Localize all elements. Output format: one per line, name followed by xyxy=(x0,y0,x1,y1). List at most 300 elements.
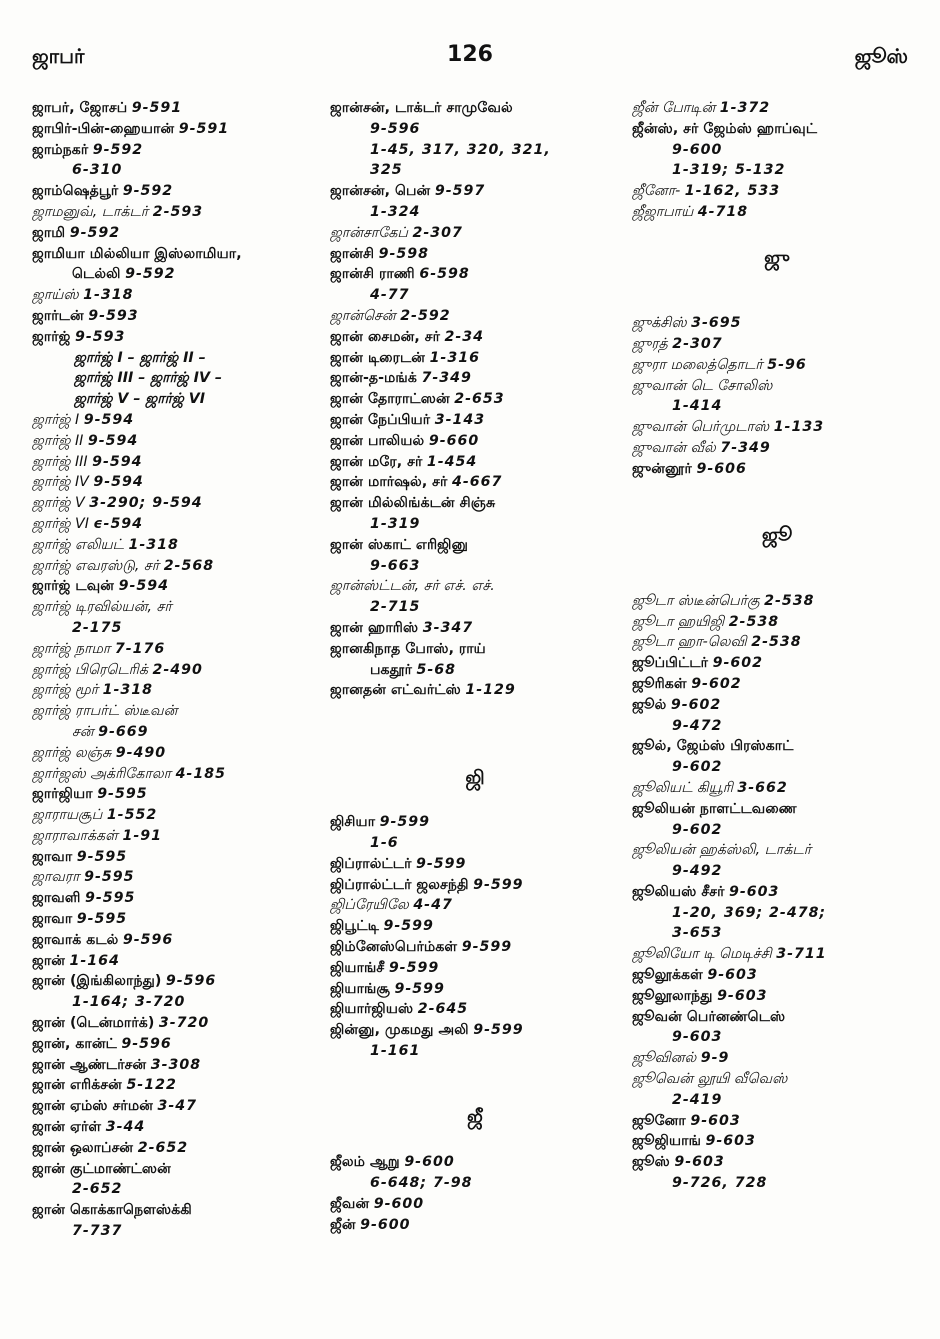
entry-reference: 1-164 xyxy=(69,952,120,969)
index-entry xyxy=(32,888,322,909)
entry-term: ஜார்ஜ் VI xyxy=(32,515,89,532)
index-entry xyxy=(330,639,620,660)
entry-reference: 9-594 xyxy=(92,453,143,470)
entry-reference: 9-595 xyxy=(76,911,128,928)
entry-term: ஜான் xyxy=(32,952,66,969)
index-entry xyxy=(632,674,922,695)
index-entry xyxy=(330,431,620,452)
entry-term: ஜுவான் டெ சோலிஸ் xyxy=(632,377,773,394)
index-entry xyxy=(32,389,322,410)
index-entry xyxy=(330,348,620,369)
entry-reference: 1-318 xyxy=(83,287,134,304)
index-entry-continuation xyxy=(330,833,620,854)
entry-term: ஜூலியட் கியூரி xyxy=(632,779,733,796)
entry-reference: 3-143 xyxy=(434,411,486,428)
entry-term: ஜார்ஜ் மூர் xyxy=(32,682,99,699)
index-entry xyxy=(330,958,620,979)
entry-term: ஜாவாக் கடல் xyxy=(32,931,119,948)
entry-term: ஜூவினல் xyxy=(632,1050,697,1067)
index-entry xyxy=(32,1034,322,1055)
entry-term: ஜான்சன், பென் xyxy=(330,183,431,200)
index-entry xyxy=(32,1096,322,1117)
index-entry xyxy=(632,98,922,119)
index-entry xyxy=(32,368,322,389)
entry-reference: 9-592 xyxy=(125,266,176,283)
section-gap xyxy=(330,1062,620,1104)
entry-reference: 3-695 xyxy=(691,315,742,332)
section-heading: ஜீ xyxy=(467,1106,483,1129)
entry-reference: 9-599 xyxy=(461,939,513,956)
entry-reference: 3-308 xyxy=(150,1056,202,1073)
entry-term: ஜீன்ஸ், சர் ஜேம்ஸ் ஹாப்வுட் xyxy=(632,120,818,137)
entry-term: ஜுக்சிஸ் xyxy=(632,315,687,332)
index-entry xyxy=(330,937,620,958)
index-entry xyxy=(632,459,922,480)
index-column-1 xyxy=(32,98,322,1242)
entry-reference: 1-318 xyxy=(102,682,154,699)
index-entry xyxy=(32,472,322,493)
entry-term: ஜுரத் xyxy=(632,335,668,352)
entry-reference: ϵ-594 xyxy=(93,515,144,532)
entry-reference: 3-720 xyxy=(158,1015,210,1032)
index-entry xyxy=(32,306,322,327)
index-entry xyxy=(32,1200,322,1221)
entry-reference: 2-34 xyxy=(444,328,485,345)
entry-term: ஜார்ஜ் ராபர்ட் ஸ்டீவன் xyxy=(32,703,178,720)
entry-reference: 9-593 xyxy=(88,307,139,324)
entry-reference: 1-372 xyxy=(719,100,771,116)
entry-term: ஜான் பாலியல் xyxy=(330,432,425,449)
entry-reference: 9-603 xyxy=(729,883,780,900)
entry-reference: 9-596 xyxy=(122,931,174,948)
entry-term: ஜாவளி xyxy=(32,890,81,907)
entry-term: ஜான் சைமன், சர் xyxy=(330,328,440,345)
entry-reference: 6-310 xyxy=(72,162,123,179)
index-entry xyxy=(32,452,322,473)
entry-reference: 7-737 xyxy=(72,1223,123,1240)
entry-term: ஜான் (டென்மார்க்) xyxy=(32,1015,155,1032)
index-entry xyxy=(32,743,322,764)
index-entry xyxy=(632,612,922,633)
entry-term: ஜாம்நகர் xyxy=(32,141,89,158)
entry-term: ஜான் குட்மாண்ட்ஸன் xyxy=(32,1160,171,1177)
entry-reference: 2-652 xyxy=(137,1139,189,1156)
index-entry xyxy=(32,826,322,847)
entry-reference: 4-718 xyxy=(697,203,749,220)
index-entry xyxy=(330,327,620,348)
entry-term: ஜார்ஜ் லஞ்சு xyxy=(32,744,112,761)
entry-term: ஜான்-த-மங்க் xyxy=(330,370,417,387)
entry-term: ஜிபூட்டி xyxy=(330,918,380,935)
entry-reference: 9-603 xyxy=(705,1133,756,1150)
index-entry xyxy=(32,1117,322,1138)
entry-reference: 1-324 xyxy=(370,203,421,220)
entry-reference: 9-603 xyxy=(707,967,758,984)
entry-reference: 1-454 xyxy=(426,453,478,470)
entry-reference: 9-593 xyxy=(75,328,126,345)
entry-reference: 3-662 xyxy=(737,779,788,796)
entry-reference: 9-591 xyxy=(178,120,230,137)
index-entry xyxy=(32,576,322,597)
entry-term: ஜான்சென் xyxy=(330,307,396,324)
index-entry xyxy=(330,452,620,473)
entry-term: ஜான்சாகேப் xyxy=(330,224,408,241)
entry-term: ஜூடா ஹயிஜி xyxy=(632,613,725,630)
index-entry xyxy=(330,895,620,916)
index-entry xyxy=(32,327,322,348)
entry-term: ஜூடா ஸ்டீன்பெர்கு xyxy=(632,592,760,609)
index-entry xyxy=(32,764,322,785)
entry-term: ஜூலியோ டி மெடிச்சி xyxy=(632,946,772,963)
entry-term: ஜியாங்சீ xyxy=(330,959,385,976)
entry-reference: 1-133 xyxy=(773,419,825,436)
header-right-guide-word: ஜூஸ் xyxy=(854,44,908,68)
entry-reference: 9-596 xyxy=(370,120,421,137)
entry-reference: 2-538 xyxy=(764,592,815,609)
entry-term: பகதூர் xyxy=(370,661,412,678)
index-entry xyxy=(330,264,620,285)
entry-term: ஜுன்னூர் xyxy=(632,460,692,477)
entry-reference: 2-593 xyxy=(152,203,204,220)
entry-reference: 2-645 xyxy=(417,1001,469,1018)
section-gap xyxy=(330,792,620,813)
entry-reference: 9-599 xyxy=(388,959,440,976)
entry-reference: 5-96 xyxy=(767,356,807,373)
entry-term: ஜான்ஸ்ட்டன், சர் எச். எச். xyxy=(330,578,495,595)
entry-reference: 2-538 xyxy=(728,613,780,630)
entry-reference: 5-122 xyxy=(126,1077,177,1094)
index-entry xyxy=(632,438,922,459)
index-entry-continuation xyxy=(32,722,322,743)
entry-reference: 9-602 xyxy=(691,675,742,692)
index-entry xyxy=(32,639,322,660)
index-entry-continuation xyxy=(632,1090,922,1111)
entry-term: ஜான் ஏம்ஸ் சர்மன் xyxy=(32,1098,154,1115)
index-entry xyxy=(330,410,620,431)
entry-reference: 9-595 xyxy=(84,869,135,886)
entry-term: ஜார்ஜஸ் அக்ரிகோலா xyxy=(32,765,172,782)
index-entry xyxy=(330,1152,620,1173)
index-entry xyxy=(632,1111,922,1132)
entry-term: ஜான்சன், டாக்டர் சாமுவேல் xyxy=(330,100,513,116)
index-entry xyxy=(330,875,620,896)
entry-reference: 1-316 xyxy=(429,349,480,366)
entry-reference: 9-596 xyxy=(165,973,217,990)
entry-term: ஜான்சி xyxy=(330,245,375,262)
index-entry xyxy=(330,854,620,875)
entry-reference: 9-598 xyxy=(378,245,430,262)
index-entry xyxy=(632,736,922,757)
entry-term: ஜூலியன் நாளட்டவணை xyxy=(632,800,797,817)
index-entry xyxy=(330,1194,620,1215)
entry-term: ஜார்ஜ் எவரஸ்டு, சர் xyxy=(32,557,160,574)
entry-reference: 9-660 xyxy=(428,432,480,449)
entry-term: ஜான் ஏர்ள் xyxy=(32,1119,102,1136)
entry-term: ஜார்ஜ் டவுன் xyxy=(32,578,115,595)
entry-reference: 9-591 xyxy=(131,100,183,116)
entry-reference: 2-175 xyxy=(72,619,123,636)
entry-term: ஜாம்ஷெத்பூர் xyxy=(32,183,119,200)
index-entry xyxy=(330,535,620,556)
index-entry-continuation xyxy=(330,202,620,223)
index-entry xyxy=(32,784,322,805)
section-gap xyxy=(330,1131,620,1152)
index-entry xyxy=(32,660,322,681)
index-entry xyxy=(330,389,620,410)
index-entry-continuation xyxy=(32,264,322,285)
page-number: 126 xyxy=(447,42,493,67)
entry-term: ஜூல், ஜேம்ஸ் பிரஸ்காட் xyxy=(632,738,794,755)
entry-reference: 9-599 xyxy=(394,980,445,997)
index-entry xyxy=(632,944,922,965)
entry-reference: 9-599 xyxy=(473,876,524,893)
entry-reference: 1-319 xyxy=(370,515,421,532)
section-gap xyxy=(632,223,922,244)
entry-term: ஜாபர், ஜோசப் xyxy=(32,100,128,116)
index-entry xyxy=(32,930,322,951)
index-entry xyxy=(632,334,922,355)
entry-term: ஜான் ஒலாப்சன் xyxy=(32,1139,134,1156)
entry-term: ஜான் எரிக்சன் xyxy=(32,1077,122,1094)
entry-term: ஜான் நேப்பியர் xyxy=(330,411,431,428)
entry-term: ஜூஜியாங் xyxy=(632,1133,702,1150)
entry-term: ஜான் கொக்காநெளஸ்க்கி xyxy=(32,1202,192,1219)
index-entry xyxy=(632,376,922,397)
entry-term: ஜாய்ஸ் xyxy=(32,287,79,304)
entry-reference: 2-568 xyxy=(163,557,215,574)
entry-reference: 4-47 xyxy=(413,897,453,914)
entry-reference: 9-592 xyxy=(122,183,174,200)
index-entry-continuation xyxy=(330,1041,620,1062)
index-entry xyxy=(32,98,322,119)
index-entry xyxy=(632,799,922,820)
index-entry-continuation xyxy=(632,1027,922,1048)
entry-reference: 9-594 xyxy=(118,578,169,595)
entry-reference: 9-595 xyxy=(97,786,148,803)
entry-term: ஜூப்பிட்டர் xyxy=(632,655,709,672)
header-left-guide-word: ஜாபர் xyxy=(32,44,85,68)
entry-reference: 9-594 xyxy=(87,432,139,449)
entry-reference: 1-91 xyxy=(122,827,162,844)
index-column-3 xyxy=(632,98,922,1194)
entry-term: ஜான் ஹாரிஸ் xyxy=(330,619,419,636)
index-entry xyxy=(632,181,922,202)
entry-reference: 1-319; 5-132 xyxy=(672,162,786,179)
index-entry-continuation xyxy=(32,160,322,181)
entry-term: ஜான்சி ராணி xyxy=(330,266,415,283)
index-entry xyxy=(32,244,322,265)
entry-reference: 9-603 xyxy=(717,987,768,1004)
entry-reference: 2-653 xyxy=(454,391,505,408)
entry-term: ஜாமனுவ், டாக்டர் xyxy=(32,203,149,220)
index-entry xyxy=(32,867,322,888)
entry-reference: 9-600 xyxy=(373,1195,425,1212)
index-entry xyxy=(32,1138,322,1159)
entry-reference: 1-20, 369; 2-478; xyxy=(672,904,827,921)
entry-term: ஜார்ஜ் டிரவில்யன், சர் xyxy=(32,599,172,616)
entry-term: ஜிசியா xyxy=(330,814,376,831)
entry-reference: 9-594 xyxy=(93,474,144,491)
index-entry xyxy=(330,98,620,119)
index-entry xyxy=(32,847,322,868)
index-column-2 xyxy=(330,98,620,1235)
entry-reference: 3-47 xyxy=(157,1098,198,1115)
index-entry xyxy=(32,181,322,202)
entry-reference: 4-185 xyxy=(175,765,226,782)
index-entry xyxy=(330,618,620,639)
entry-reference: 1-45, 317, 320, 321, xyxy=(370,141,551,158)
index-entry xyxy=(632,840,922,861)
entry-term: ஜான், கான்ட் xyxy=(32,1035,117,1052)
entry-reference: 3-290; 9-594 xyxy=(89,495,203,512)
index-entry xyxy=(330,576,620,597)
section-heading: ஜு xyxy=(764,246,790,269)
entry-reference: 1-318 xyxy=(128,536,179,553)
index-entry xyxy=(632,1131,922,1152)
entry-reference: 9-600 xyxy=(404,1154,455,1171)
index-entry xyxy=(32,140,322,161)
index-entry-continuation xyxy=(632,140,922,161)
index-entry xyxy=(32,410,322,431)
index-entry xyxy=(632,632,922,653)
entry-term: ஜின்னு, முகமது அலி xyxy=(330,1022,469,1039)
entry-term: ஜார்ஜ் I xyxy=(32,411,80,428)
entry-term: ஜாவா xyxy=(32,911,73,928)
entry-reference: 2-490 xyxy=(152,661,203,678)
index-entry xyxy=(632,965,922,986)
entry-term: ஜுவான் வீல் xyxy=(632,439,716,456)
entry-term: ஜாராவாக்கள் xyxy=(32,827,118,844)
index-entry xyxy=(632,119,922,140)
entry-term: ஜிம்னேஸ்பெர்ம்கள் xyxy=(330,939,458,956)
entry-reference: 9-597 xyxy=(434,183,486,200)
entry-reference: 9-596 xyxy=(121,1035,172,1052)
entry-term: ஜான் மார்ஷல், சர் xyxy=(330,474,448,491)
entry-term: ஜான் ஆண்டர்சன் xyxy=(32,1056,147,1073)
entry-term: ஜியாங்சூ xyxy=(330,980,391,997)
entry-term: ஜீன் போடின் xyxy=(632,100,716,116)
entry-term: ஜாபிர்-பின்-ஹையான் xyxy=(32,120,175,137)
index-entry xyxy=(632,202,922,223)
entry-term: ஜூலியஸ் சீசர் xyxy=(632,883,725,900)
entry-term: ஜான் மரே, சர் xyxy=(330,453,423,470)
index-entry-continuation xyxy=(632,820,922,841)
entry-reference: 6-648; 7-98 xyxy=(370,1175,473,1192)
index-entry xyxy=(632,1152,922,1173)
index-entry-continuation xyxy=(632,1173,922,1194)
entry-term: ஜூவென் லூயி வீவெஸ் xyxy=(632,1071,788,1088)
index-entry-continuation xyxy=(632,923,922,944)
entry-reference: 325 xyxy=(370,162,403,179)
entry-reference: 6-598 xyxy=(419,266,470,283)
entry-reference: 9-595 xyxy=(76,848,128,865)
index-entry xyxy=(330,223,620,244)
entry-reference: 9-602 xyxy=(672,821,723,838)
index-entry xyxy=(32,119,322,140)
entry-term: ஜிப்ரால்ட்டர் ஜலசந்தி xyxy=(330,876,469,893)
entry-term: ஜார்ஜ் III xyxy=(32,453,88,470)
entry-reference: 9-602 xyxy=(672,759,723,776)
index-entry xyxy=(32,202,322,223)
entry-term: ஜூவன் பெர்னண்டெஸ் xyxy=(632,1008,786,1025)
entry-reference: 9-592 xyxy=(69,224,121,241)
index-entry xyxy=(330,181,620,202)
entry-term: ஜார்டன் xyxy=(32,307,84,324)
entry-reference: 9-490 xyxy=(115,744,167,761)
index-entry xyxy=(632,1069,922,1090)
entry-reference: 1-552 xyxy=(106,807,158,824)
index-entry-continuation xyxy=(330,119,620,140)
index-entry xyxy=(32,556,322,577)
index-entry xyxy=(32,285,322,306)
entry-term: ஜூலூக்கள் xyxy=(632,967,703,984)
entry-reference: 9-9 xyxy=(700,1050,730,1067)
index-entry xyxy=(32,597,322,618)
section-gap xyxy=(632,272,922,314)
index-entry xyxy=(632,355,922,376)
section-heading: ஜி xyxy=(465,766,485,789)
index-entry xyxy=(32,909,322,930)
entry-term: ஜான் மில்லிங்க்டன் சிஞ்சு xyxy=(330,495,496,512)
entry-term: ஜானகிநாத போஸ், ராய் xyxy=(330,640,486,657)
section-heading: ஜூ xyxy=(761,524,793,547)
entry-reference: 9-600 xyxy=(360,1216,411,1233)
index-entry xyxy=(632,778,922,799)
page-header xyxy=(0,44,940,74)
entry-reference: 4-77 xyxy=(370,287,410,304)
index-entry-continuation xyxy=(330,1173,620,1194)
index-entry xyxy=(330,368,620,389)
index-entry xyxy=(632,313,922,334)
index-entry-continuation xyxy=(330,556,620,577)
entry-term: டெல்லி xyxy=(72,266,121,283)
entry-term: ஜிப்ரால்ட்டர் xyxy=(330,855,412,872)
index-entry xyxy=(32,680,322,701)
entry-reference: 9-603 xyxy=(674,1154,725,1171)
index-entry-continuation xyxy=(32,1221,322,1242)
entry-term: ஜார்ஜ் எலியட் xyxy=(32,536,124,553)
entry-term: ஜூலூலாந்து xyxy=(632,987,713,1004)
index-entry xyxy=(32,1075,322,1096)
index-entry xyxy=(32,493,322,514)
entry-term: ஜான் டிரைடன் xyxy=(330,349,426,366)
entry-reference: 9-599 xyxy=(416,855,467,872)
section-gap xyxy=(632,480,922,522)
entry-reference: 2-419 xyxy=(672,1091,723,1108)
entry-reference: 9-669 xyxy=(98,723,149,740)
index-entry-continuation xyxy=(632,757,922,778)
entry-reference: 9-663 xyxy=(370,557,421,574)
entry-term: ஜார்ஜ் பிரெடெரிக் xyxy=(32,661,148,678)
index-entry xyxy=(32,701,322,722)
index-entry xyxy=(32,514,322,535)
entry-reference: 2-538 xyxy=(751,634,802,651)
section-gap xyxy=(330,701,620,763)
entry-term: ஜீவன் xyxy=(330,1195,370,1212)
index-entry xyxy=(32,223,322,244)
entry-term: ஜார்ஜியா xyxy=(32,786,93,803)
index-entry-continuation xyxy=(32,618,322,639)
entry-term: ஜூனோ xyxy=(632,1112,686,1129)
entry-reference: 7-349 xyxy=(421,370,472,387)
entry-reference: 9-595 xyxy=(85,890,136,907)
entry-term: ஜீஜாபாய் xyxy=(632,203,694,220)
index-entry xyxy=(330,493,620,514)
index-entry-continuation xyxy=(330,660,620,681)
entry-term: ஜார்ஜ் xyxy=(32,328,71,345)
index-entry xyxy=(330,1215,620,1236)
index-entry xyxy=(632,1048,922,1069)
